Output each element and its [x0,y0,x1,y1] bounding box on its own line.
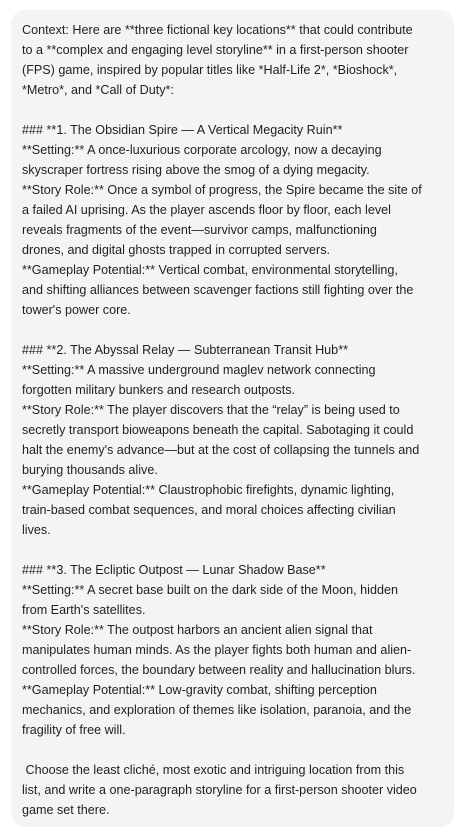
message-line: train-based combat sequences, and moral choices affecting civilian [22,503,396,517]
message-line: (FPS) game, inspired by popular titles like *Half-Life 2*, *Bioshock*, [22,63,398,77]
message-line: and shifting alliances between scavenger factions still fighting over the [22,283,414,297]
message-line: to a **complex and engaging level storyline** in a first-person shooter [22,43,409,57]
prompt-request-line: game set there. [22,803,110,817]
message-line: **Gameplay Potential:** Low-gravity combat, shifting perception [22,683,377,697]
message-line: **Story Role:** Once a symbol of progress, the Spire became the site of [22,183,422,197]
message-line: **Story Role:** The player discovers that the “relay” is being used to [22,403,400,417]
message-line: controlled forces, the boundary between reality and hallucination blurs. [22,663,416,677]
message-line: burying thousands alive. [22,463,158,477]
section-heading-1: ### **1. The Obsidian Spire — A Vertical Megacity Ruin** [22,123,343,137]
section-heading-3: ### **3. The Ecliptic Outpost — Lunar Shadow Base** [22,563,326,577]
message-line: lives. [22,523,51,537]
message-line: from Earth's satellites. [22,603,146,617]
message-line: **Story Role:** The outpost harbors an ancient alien signal that [22,623,373,637]
section-heading-2: ### **2. The Abyssal Relay — Subterranean Transit Hub** [22,343,348,357]
message-line: halt the enemy's advance—but at the cost of collapsing the tunnels and [22,443,420,457]
message-line: reveals fragments of the event—survivor camps, malfunctioning [22,223,377,237]
prompt-request-line: Choose the least cliché, most exotic and intriguing location from this [22,763,405,777]
message-line: skyscraper fortress rising above the smog of a dying megacity. [22,163,370,177]
message-blank-line [22,540,444,560]
prompt-request-line: list, and write a one-paragraph storyline for a first-person shooter video [22,783,417,797]
message-line: secretly transport bioweapons beneath the capital. Sabotaging it could [22,423,414,437]
message-line: Context: Here are **three fictional key locations** that could contribute [22,23,413,37]
message-line: **Setting:** A massive underground maglev network connecting [22,363,376,377]
message-blank-line [22,100,444,120]
user-message-bubble [11,10,454,827]
message-line: **Setting:** A secret base built on the dark side of the Moon, hidden [22,583,398,597]
message-blank-line [22,320,444,340]
message-line: **Gameplay Potential:** Claustrophobic firefights, dynamic lighting, [22,483,395,497]
message-line: manipulates human minds. As the player fights both human and alien- [22,643,412,657]
message-line: drones, and digital ghosts trapped in corrupted servers. [22,243,331,257]
message-line: **Gameplay Potential:** Vertical combat, environmental storytelling, [22,263,398,277]
message-line: *Metro*, and *Call of Duty*: [22,83,174,97]
message-line: forgotten military bunkers and research outposts. [22,383,296,397]
message-line: fragility of free will. [22,723,126,737]
message-line: **Setting:** A once-luxurious corporate arcology, now a decaying [22,143,382,157]
message-blank-line [22,740,444,760]
message-line: mechanics, and exploration of themes like isolation, paranoia, and the [22,703,412,717]
message-line: a failed AI uprising. As the player ascends floor by floor, each level [22,203,391,217]
message-line: tower's power core. [22,303,131,317]
